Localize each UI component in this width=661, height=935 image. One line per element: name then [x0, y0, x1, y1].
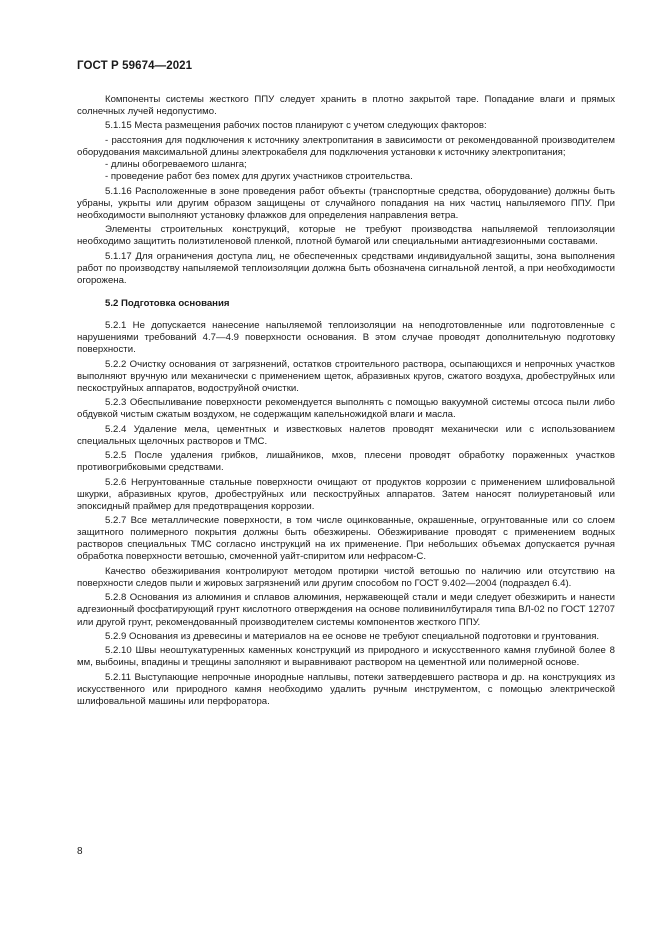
paragraph-5-2-4: 5.2.4 Удаление мела, цементных и известковых налетов проводят механически или с использованием специальных щелочных растворов и ТМС. [77, 423, 615, 447]
paragraph-5-1-16: 5.1.16 Расположенные в зоне проведения работ объекты (транспортные средства, оборудование) должны быть убраны, укрыты или другим образом защищены от случайного попадания на них частиц напыляемого ППУ. При необходимости выполняют установку флажков для определения направления ветра. [77, 185, 615, 221]
page-number: 8 [77, 846, 83, 857]
paragraph-5-2-1: 5.2.1 Не допускается нанесение напыляемой теплоизоляции на неподготовленные или подготовленные с нарушениями требований 4.7—4.9 поверхности основания. В этом случае проводят дополнительную подготовку поверхности. [77, 319, 615, 356]
paragraph-degreasing-quality: Качество обезжиривания контролируют методом протирки чистой ветошью по наличию или отсутствию на поверхности следов пыли и жировых загрязнений или другим способом по ГОСТ 9.402—2004 (подраздел 6.4). [77, 565, 615, 589]
section-title: 5.2 Подготовка основания [105, 297, 230, 309]
paragraph-5-2-6: 5.2.6 Негрунтованные стальные поверхности очищают от продуктов коррозии с применением шлифовальной шкурки, абразивных кругов, дробеструйных или пескоструйных аппаратов. Затем наносят полиуретановый или эпоксидный праймер для предотвращения коррозии. [77, 476, 615, 512]
paragraph-5-2-9: 5.2.9 Основания из древесины и материалов на ее основе не требуют специальной подготовки и грунтования. [105, 630, 600, 642]
paragraph-storage: Компоненты системы жесткого ППУ следует хранить в плотно закрытой таре. Попадание влаги и прямых солнечных лучей недопустимо. [77, 94, 615, 118]
paragraph-5-2-5: 5.2.5 После удаления грибков, лишайников, мхов, плесени проводят обработку пораженных участков противогрибковыми средствами. [77, 450, 615, 474]
paragraph-protection: Элементы строительных конструкций, которые не требуют производства напыляемой теплоизоляции необходимо защитить полиэтиленовой пленкой, плотной бумагой или специальными антиадгезионными составами. [77, 224, 615, 248]
list-item-power-distance: - расстояния для подключения к источнику электропитания в зависимости от рекомендованной производителем оборудования максимальной длины электрокабеля для подключения установки к источнику электропитания; [77, 134, 615, 158]
page-content [77, 94, 615, 710]
paragraph-5-2-8: 5.2.8 Основания из алюминия и сплавов алюминия, нержавеющей стали и меди следует обезжирить и нанести адгезионный фосфатирующий грунт кислотного отверждения на основе поливинилбутираля типа ВЛ-02 по ГОСТ 12707 или другой грунт, рекомендованный производителем системы компонентов жесткого ППУ. [77, 592, 615, 628]
paragraph-5-2-2: 5.2.2 Очистку основания от загрязнений, остатков строительного раствора, осыпающихся и непрочных участков выполняют вручную или механически с применением щеток, абразивных кругов, сжатого воздуха, дробеструйных или пескоструйных аппаратов, водоструйной очистки. [77, 358, 615, 394]
paragraph-5-1-17: 5.1.17 Для ограничения доступа лиц, не обеспеченных средствами индивидуальной защиты, зона выполнения работ по производству напыляемой теплоизоляции должна быть обозначена сигнальной лентой, а при необходимости огорожена. [77, 250, 615, 286]
paragraph-5-1-15: 5.1.15 Места размещения рабочих постов планируют с учетом следующих факторов: [105, 120, 487, 132]
document-header: ГОСТ Р 59674—2021 [77, 60, 193, 72]
list-item-hose-length: - длины обогреваемого шланга; [105, 159, 247, 171]
paragraph-5-2-10: 5.2.10 Швы неоштукатуренных каменных конструкций из природного и искусственного камня глубиной более 8 мм, выбоины, впадины и трещины заполняют и выравнивают раствором на цементной или полимерной основе. [77, 645, 615, 669]
paragraph-5-2-7: 5.2.7 Все металлические поверхности, в том числе оцинкованные, окрашенные, огрунтованные или со слоем защитного полимерного покрытия должны быть обезжирены. Обезжиривание проводят с применением водных растворов специальных ТМС согласно инструкций на их применение. При небольших объемах допускается ручная обработка поверхности ветошью, смоченной уайт-спиритом или нефрасом-С. [77, 515, 615, 563]
paragraph-5-2-11: 5.2.11 Выступающие непрочные инородные наплывы, потеки затвердевшего раствора и др. на конструкциях из искусственного или природного камня необходимо удалить ручным инструментом, с помощью электрической шлифовальной машины или перфоратора. [77, 671, 615, 707]
paragraph-5-2-3: 5.2.3 Обеспыливание поверхности рекомендуется выполнять с помощью вакуумной системы отсоса пыли либо обдувкой чистым сжатым воздухом, не содержащим капельножидкой влаги и масла. [77, 397, 615, 421]
list-item-no-interference: - проведение работ без помех для других участников строительства. [105, 171, 413, 183]
